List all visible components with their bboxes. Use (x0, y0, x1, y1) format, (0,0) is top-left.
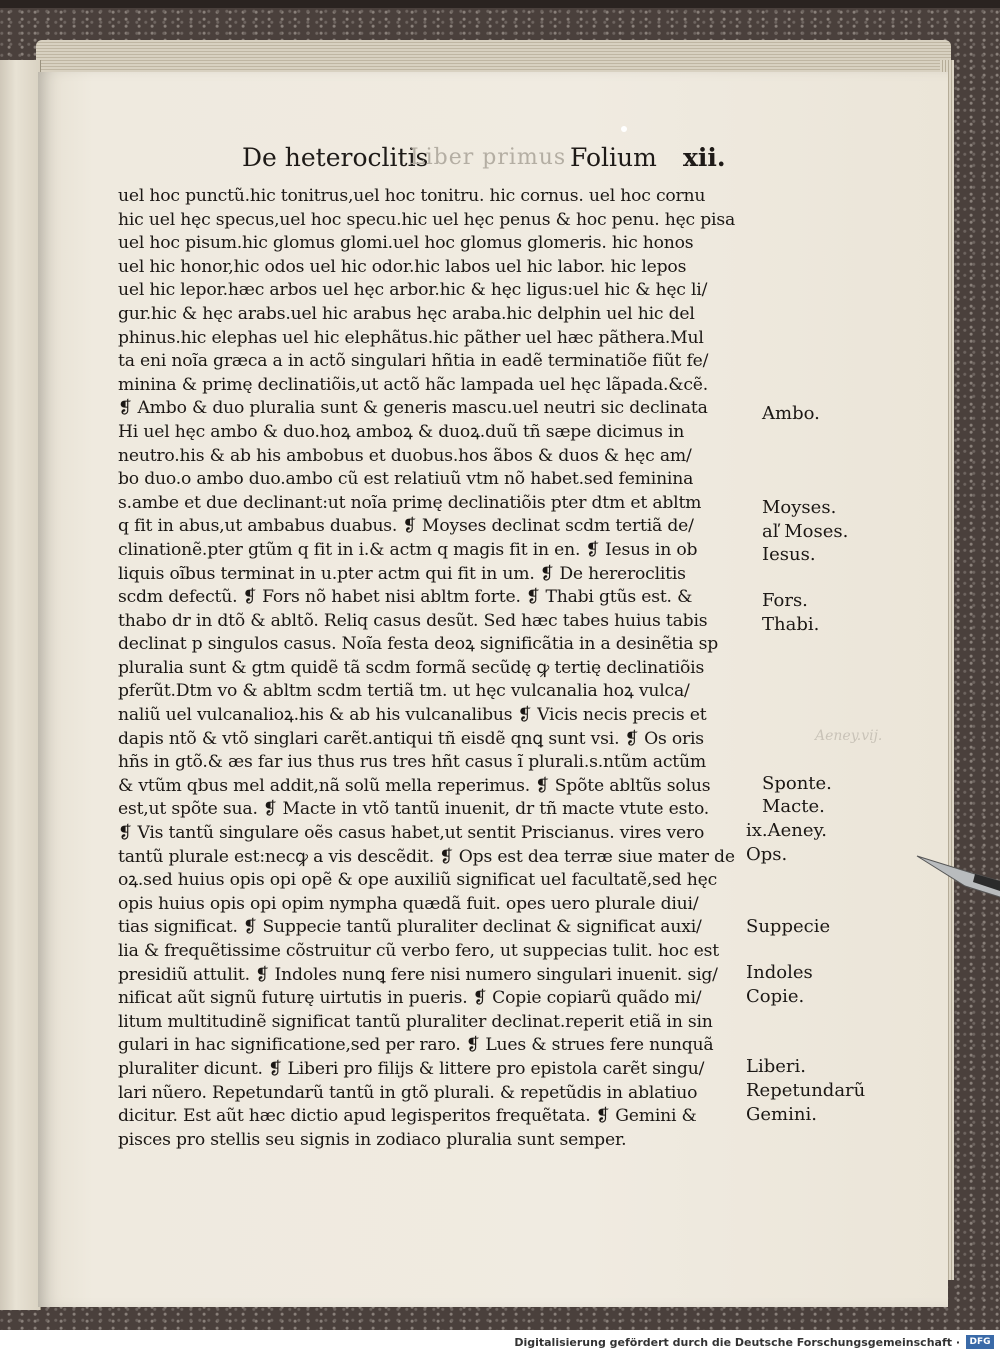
text-line: clinationẽ.pter gtũm q fit in i.& actm q magis fit in en. ❡ Iesus in ob (118, 539, 698, 560)
text-line: dicitur. Est aũt hæc dictio apud legisperitos frequẽtata. ❡ Gemini & (118, 1106, 697, 1127)
text-line: scdm defectũ. ❡ Fors nõ habet nisi abltm forte. ❡ Thabi gtũs est. & (118, 587, 693, 608)
marginal-note: Sponte. (762, 773, 832, 794)
main-text-block (118, 185, 758, 1152)
text-line: hic uel hęc specus,uel hoc specu.hic uel hęc penus & hoc penu. hęc pisa (118, 209, 736, 230)
text-line: q fit in abus,ut ambabus duabus. ❡ Moyses declinat scdm tertiã de/ (118, 516, 694, 537)
text-line: pluraliter dicunt. ❡ Liberi pro filijs & littere pro epistola carẽt singu/ (118, 1058, 705, 1079)
text-line: ta eni noĩa græca a in actõ singulari hñtia in eadẽ terminatiõe fiũt fe/ (118, 351, 709, 372)
running-head (0, 143, 1000, 179)
text-line: opis huius opis opi opim nympha quædã fuit. opes uero plurale diui/ (118, 893, 699, 914)
text-line: presidiũ attulit. ❡ Indoles nunꝗ fere nisi numero singulari inuenit. sig/ (118, 964, 718, 985)
facing-page-edge (0, 60, 41, 1310)
page-holder-tool-icon (915, 852, 1000, 898)
marginal-note: Copie. (746, 986, 805, 1007)
text-line: uel hic lepor.hæc arbos uel hęc arbor.hic & hęc ligus:uel hic & hęc li/ (118, 280, 708, 301)
text-line: phinus.hic elephas uel hic elephãtus.hic pãther uel hæc pãthera.Mul (118, 327, 704, 348)
marginal-note: Suppecie (746, 916, 831, 937)
folio-number: xii. (683, 143, 726, 172)
paper-speck (621, 126, 627, 132)
marginal-note: Iesus. (762, 544, 816, 565)
text-line: liquis oĩbus terminat in u.pter actm qui fit in um. ❡ De hereroclitis (118, 563, 686, 584)
text-line: pferũt.Dtm vo & abltm scdm tertiã tm. ut hęc vulcanalia hoꝝ vulca/ (118, 681, 690, 702)
text-line: lia & frequẽtissime cõstruitur cũ verbo fero, ut suppecias tulit. hoc est (118, 941, 719, 961)
text-line: Hi uel hęc ambo & duo.hoꝝ amboꝝ & duoꝝ.duũ tñ sæpe dicimus in (118, 421, 685, 442)
marginal-note: Liberi. (746, 1056, 806, 1077)
text-line: pluralia sunt & gtm quidẽ tã scdm formã secũdę ꝙ tertię declinatiõis (118, 657, 705, 678)
marginal-note: Indoles (746, 962, 813, 983)
text-line: oꝝ.sed huius opis opi opẽ & ope auxiliũ significat uel facultatẽ,sed hęc (118, 870, 718, 891)
text-line: bo duo.o ambo duo.ambo cũ est relatiuũ vtm nõ habet.sed feminina (118, 469, 694, 490)
text-line: s.ambe et due declinant:ut noĩa primę declinatiõis pter dtm et abltm (118, 492, 702, 513)
marginal-note: Gemini. (746, 1104, 817, 1125)
text-line: nificat aũt signũ futurę uirtutis in pueris. ❡ Copie copiarũ quãdo mi/ (118, 988, 702, 1009)
text-line: thabo dr in dtõ & abltõ. Reliq casus desũt. Sed hæc tabes huius tabis (118, 610, 708, 631)
dfg-credit: Digitalisierung gefördert durch die Deutsche Forschungsgemeinschaft · (514, 1336, 960, 1349)
text-line: uel hic honor,hic odos uel hic odor.hic labos uel hic labor. hic lepos (118, 256, 687, 277)
running-head-title: De heteroclitis (242, 143, 429, 172)
marginal-note: Repetundarũ (746, 1080, 866, 1101)
text-line: neutro.his & ab his ambobus et duobus.hos ãbos & duos & hęc am/ (118, 445, 692, 466)
text-line: hñs in gtõ.& æs far ius thus rus tres hñt casus ĩ plurali.s.ntũm actũm (118, 752, 706, 773)
marginal-note: Thabi. (762, 614, 820, 635)
text-line: lari nũero. Repetundarũ tantũ in gtõ plurali. & repetũdis in ablatiuo (118, 1082, 698, 1103)
dfg-logo-icon: DFG (966, 1335, 994, 1349)
text-line: naliũ uel vulcanalioꝝ.his & ab his vulcanalibus ❡ Vicis necis precis et (118, 705, 707, 726)
folium-label: Folium (570, 143, 657, 172)
marginal-note: Ops. (746, 844, 788, 865)
text-line: litum multitudinẽ significat tantũ pluraliter declinat.reperit etiã in sin (118, 1011, 713, 1032)
running-head-show-through: Liber primus (410, 145, 567, 170)
marginal-note: Fors. (762, 590, 808, 611)
marginal-note: Moyses. (762, 497, 837, 518)
text-line: dapis ntõ & vtõ singlari carẽt.antiqui tñ eisdẽ qnꝗ sunt vsi. ❡ Os oris (118, 728, 704, 749)
marginal-note: Aeney.vij. (815, 728, 883, 744)
text-line: est,ut spõte sua. ❡ Macte in vtõ tantũ inuenit, dr tñ macte vtute esto. (118, 799, 710, 820)
marginal-note: Ambo. (762, 403, 820, 424)
text-line: & vtũm qbus mel addit,nã solũ mella reperimus. ❡ Spõte abltũs solus (118, 775, 711, 796)
text-line: minina & primę declinatiõis,ut actõ hãc lampada uel hęc lãpada.&cẽ. (118, 374, 709, 395)
text-line: uel hoc punctũ.hic tonitrus,uel hoc tonitru. hic cornus. uel hoc cornu (118, 186, 706, 206)
text-line: gulari in hac significatione,sed per raro. ❡ Lues & strues fere nunquã (118, 1035, 714, 1056)
marginal-note: aľ Moses. (762, 521, 849, 542)
text-line: ❡ Ambo & duo pluralia sunt & generis mascu.uel neutri sic declinata (118, 398, 708, 419)
text-line: gur.hic & hęc arabs.uel hic arabus hęc araba.hic delphin uel hic del (118, 303, 695, 324)
text-line: tias significat. ❡ Suppecie tantũ pluraliter declinat & significat auxi/ (118, 917, 702, 938)
text-line: declinat p singulos casus. Noĩa festa deoꝝ significãtia in a desinẽtia sp (118, 634, 719, 655)
footer-bar (0, 1330, 1000, 1355)
marginal-note: ix.Aeney. (746, 820, 828, 841)
text-line: ❡ Vis tantũ singulare oẽs casus habet,ut sentit Priscianus. vires vero (118, 823, 705, 844)
text-line: pisces pro stellis seu signis in zodiaco pluralia sunt semper. (118, 1129, 627, 1150)
text-line: tantũ plurale est:necꝙ a vis descẽdit. ❡ Ops est dea terræ siue mater de (118, 846, 735, 867)
text-line: uel hoc pisum.hic glomus glomi.uel hoc glomus glomeris. hic honos (118, 233, 694, 254)
marginal-note: Macte. (762, 796, 825, 817)
